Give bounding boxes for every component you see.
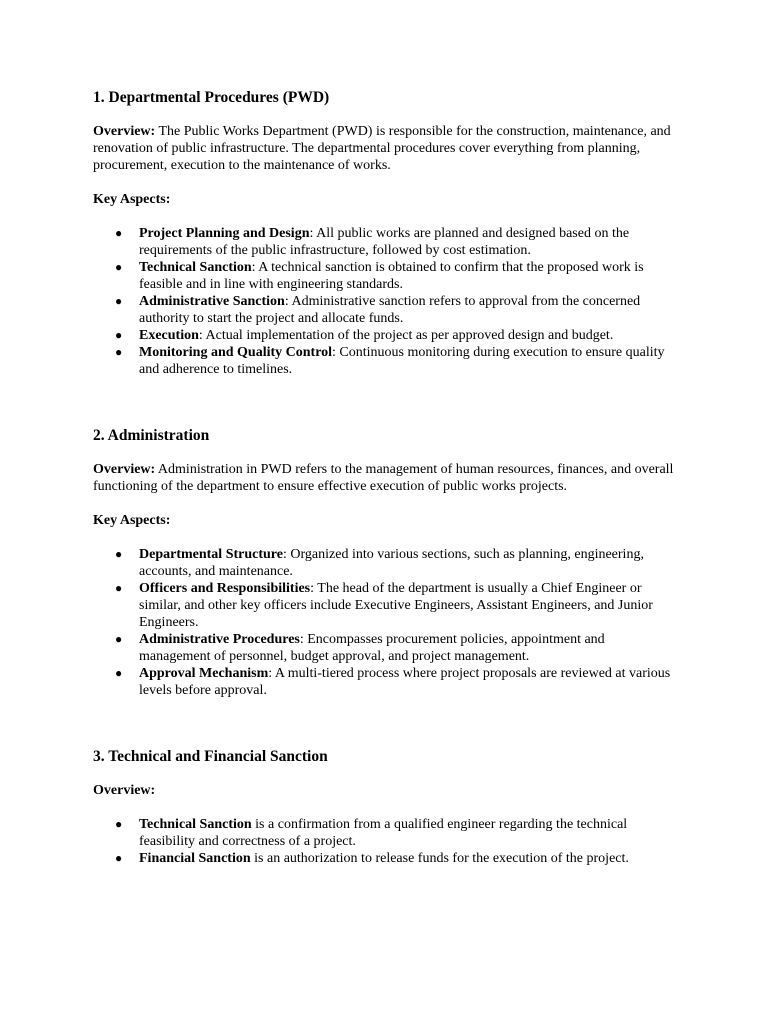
bullet-icon: ●	[115, 817, 123, 831]
item-term: Administrative Procedures	[139, 632, 300, 647]
bullet-icon: ●	[115, 260, 123, 274]
key-aspects-label: Key Aspects:	[93, 192, 171, 207]
bullet-icon: ●	[115, 666, 123, 680]
list-item	[93, 850, 678, 867]
bullet-icon: ●	[115, 851, 123, 865]
section-technical-financial-sanction	[93, 747, 678, 867]
list-item	[93, 631, 678, 665]
bullet-icon: ●	[115, 632, 123, 646]
item-text: : Continuous monitoring during execution to ensure quality and adherence to timelines.	[139, 345, 665, 377]
item-term: Project Planning and Design	[139, 226, 310, 241]
key-aspects-label: Key Aspects:	[93, 513, 171, 528]
item-term: Monitoring and Quality Control	[139, 345, 333, 360]
item-term: Technical Sanction	[139, 260, 252, 275]
item-text: is an authorization to release funds for the execution of the project.	[250, 851, 629, 866]
item-text: is a confirmation from a qualified engineer regarding the technical feasibility and correctness of a project.	[139, 817, 628, 849]
section-departmental-procedures	[93, 88, 678, 378]
list-item	[93, 580, 678, 631]
item-term: Departmental Structure	[139, 547, 283, 562]
key-aspects-list	[93, 225, 678, 378]
key-aspects-list	[93, 546, 678, 699]
bullet-icon: ●	[115, 345, 123, 359]
overview-label: Overview:	[93, 124, 156, 139]
list-item	[93, 546, 678, 580]
item-text: : Administrative sanction refers to approval from the concerned authority to start the project and allocate funds.	[139, 294, 641, 326]
list-item	[93, 344, 678, 378]
item-term: Execution	[139, 328, 199, 343]
item-term: Financial Sanction	[139, 851, 251, 866]
overview-label: Overview:	[93, 783, 156, 798]
item-term: Technical Sanction	[139, 817, 252, 832]
list-item	[93, 293, 678, 327]
list-item	[93, 327, 678, 344]
overview-paragraph	[93, 782, 678, 799]
overview-text: Administration in PWD refers to the management of human resources, finances, and overall functioning of the department to ensure effective execution of public works projects.	[93, 462, 674, 494]
overview-text: The Public Works Department (PWD) is responsible for the construction, maintenance, and renovation of public infrastructure. The departmental procedures cover everything from planning, procurement, execution to the maintenance of works.	[93, 124, 671, 173]
sanction-list	[93, 816, 678, 867]
list-item	[93, 816, 678, 850]
section-heading: 1. Departmental Procedures (PWD)	[93, 89, 330, 106]
overview-paragraph	[93, 123, 678, 174]
bullet-icon: ●	[115, 226, 123, 240]
item-text: : A multi-tiered process where project proposals are reviewed at various levels before approval.	[139, 666, 671, 698]
bullet-icon: ●	[115, 294, 123, 308]
section-heading: 2. Administration	[93, 427, 210, 444]
bullet-icon: ●	[115, 581, 123, 595]
bullet-icon: ●	[115, 547, 123, 561]
item-text: : Organized into various sections, such as planning, engineering, accounts, and maintenance.	[139, 547, 644, 579]
item-text: : The head of the department is usually a Chief Engineer or similar, and other key officers include Executive Engineers, Assistant Engineers, and Junior Engineers.	[139, 581, 653, 630]
list-item	[93, 225, 678, 259]
item-term: Administrative Sanction	[139, 294, 285, 309]
item-text: : A technical sanction is obtained to confirm that the proposed work is feasible and in line with engineering standards.	[139, 260, 644, 292]
list-item	[93, 259, 678, 293]
item-text: : Actual implementation of the project as per approved design and budget.	[198, 328, 614, 343]
bullet-icon: ●	[115, 328, 123, 342]
item-term: Officers and Responsibilities	[139, 581, 311, 596]
list-item	[93, 665, 678, 699]
section-administration	[93, 426, 678, 699]
section-heading: 3. Technical and Financial Sanction	[93, 748, 328, 765]
item-text: : Encompasses procurement policies, appointment and management of personnel, budget approval, and project management.	[139, 632, 605, 664]
item-term: Approval Mechanism	[139, 666, 269, 681]
item-text: : All public works are planned and designed based on the requirements of the public infrastructure, followed by cost estimation.	[139, 226, 630, 258]
overview-paragraph	[93, 461, 678, 495]
overview-label: Overview:	[93, 462, 156, 477]
